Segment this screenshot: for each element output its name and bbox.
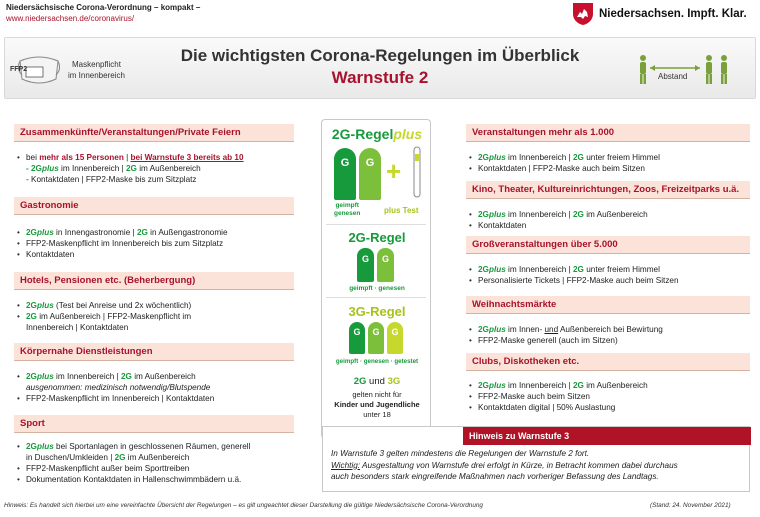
section-heading-culture: Kino, Theater, Kultureinrichtungen, Zoos, Freizeitparks u.ä. <box>466 181 750 199</box>
footer-note: Hinweis: Es handelt sich hierbei um eine vereinfachte Übersicht der Regelungen – es gilt ungeachtet dieser Darstellung die gültige Niedersächsische Corona-Verordnung <box>4 502 483 509</box>
mask-label-line1: Maskenpflicht <box>72 60 121 69</box>
plus-test-label: plus Test <box>384 206 419 215</box>
vaccinated-figure: G <box>357 248 374 282</box>
2g-plus-figures <box>334 148 381 200</box>
tested-figure: G <box>387 322 403 354</box>
section-heading-large-events: Großveranstaltungen über 5.000 <box>466 236 750 254</box>
section-christmas-markets: • 2Gplus im Innen- und Außenbereich bei Bewirtung • FFP2-Maske generell (auch im Sitzen) <box>468 324 758 346</box>
2g-title: 2G-Regel <box>348 230 406 245</box>
mask-label-line2: im Innenbereich <box>68 71 125 80</box>
mask-code: FFP2 <box>10 66 28 73</box>
section-gatherings: • bei mehr als 15 Personen | bei Warnstufe 3 bereits ab 10 - 2Gplus im Innenbereich | 2G im Außenbereich - Kontaktdaten | FFP2-Maske bis zum Sitzplatz <box>16 152 316 185</box>
test-kit-icon <box>412 146 422 198</box>
2g-figures <box>357 248 394 282</box>
2g-plus-title: 2G-Regelplus <box>331 126 423 142</box>
section-sport: • 2Gplus bei Sportanlagen in geschlossenen Räumen, generell in Duschen/Umkleiden | 2G im Außenbereich • FFP2-Maskenpflicht außer beim Sporttreiben • Dokumentation Kontaktdaten in Hallenschwimmbädern u.ä. <box>16 441 316 485</box>
section-heading-gatherings: Zusammenkünfte/Veranstaltungen/Private Feiern <box>14 124 294 142</box>
2g-plus-caption: geimpft genesen <box>334 202 361 217</box>
footer-date: (Stand: 24. November 2021) <box>650 502 731 509</box>
2g-caption: geimpft · genesen <box>349 285 405 292</box>
distance-label: Abstand <box>658 72 688 81</box>
section-heading-clubs: Clubs, Diskotheken etc. <box>466 353 750 371</box>
section-events-1000: • 2Gplus im Innenbereich | 2G unter freiem Himmel • Kontaktdaten | FFP2-Maske auch beim Sitzen <box>468 152 758 174</box>
section-body-services: • 2Gplus im Innenbereich | 2G im Außenbereich ausgenommen: medizinisch notwendig/Blutspende • FFP2-Maskenpflicht im Innenbereich | Kontaktdaten <box>16 371 316 404</box>
section-heading-hotels: Hotels, Pensionen etc. (Beherbergung) <box>14 272 294 290</box>
warning-text: In Warnstufe 3 gelten mindestens die Regelungen der Warnstufe 2 fort. Wichtig: Ausgestaltung von Warnstufe drei erfolgt in Kürze, in Betracht kommen dabei durchaus auch besonders stark eingreifende Maßnahmen nach vorheriger Befassung des Landtags. <box>331 449 678 481</box>
children-note-title: 2G und 3G <box>353 376 401 387</box>
divider <box>326 297 426 298</box>
section-culture: • 2Gplus im Innenbereich | 2G im Außenbereich • Kontaktdaten <box>468 209 758 231</box>
section-heading-events-1000: Veranstaltungen mehr als 1.000 <box>466 124 750 142</box>
divider <box>326 224 426 225</box>
section-hotels: • 2Gplus (Test bei Anreise und 2x wöchentlich) • 2G im Außenbereich | FFP2-Maskenpflicht im Innenbereich | Kontaktdaten <box>16 300 316 333</box>
3g-figures <box>349 322 403 354</box>
3g-title: 3G-Regel <box>348 304 406 319</box>
section-gastronomy: • 2Gplus in Innengastronomie | 2G in Außengastronomie • FFP2-Maskenpflicht im Innenbereich bis zum Sitzplatz • Kontaktdaten <box>16 227 316 260</box>
warning-level-3-box <box>322 426 750 492</box>
niedersachsen-logo <box>572 2 747 26</box>
children-note: gelten nicht für Kinder und Jugendliche unter 18 <box>334 390 420 419</box>
coat-of-arms-icon <box>572 2 594 26</box>
plus-icon: + <box>386 156 402 186</box>
section-heading-gastronomy: Gastronomie <box>14 197 294 215</box>
mask-label <box>68 59 125 81</box>
page-title: Die wichtigsten Corona-Regelungen im Überblick <box>180 46 580 65</box>
recovered-figure: G <box>377 248 394 282</box>
section-heading-sport: Sport <box>14 415 294 433</box>
section-clubs: • 2Gplus im Innenbereich | 2G im Außenbereich • FFP2-Maske auch beim Sitzen • Kontaktdaten digital | 50% Auslastung <box>468 380 758 413</box>
document-title: Niedersächsische Corona-Verordnung – kompakt – <box>6 3 201 12</box>
website-link[interactable]: www.niedersachsen.de/coronavirus/ <box>6 14 135 23</box>
vaccinated-figure: G <box>349 322 365 354</box>
rules-panel <box>321 119 431 439</box>
section-heading-body-services: Körpernahe Dienstleistungen <box>14 343 294 361</box>
recovered-figure: G <box>368 322 384 354</box>
section-large-events: • 2Gplus im Innenbereich | 2G unter freiem Himmel • Personalisierte Tickets | FFP2-Maske auch beim Sitzen <box>468 264 758 286</box>
logo-text: Niedersachsen. Impft. Klar. <box>599 8 747 20</box>
section-heading-christmas-markets: Weihnachtsmärkte <box>466 296 750 314</box>
warning-heading: Hinweis zu Warnstufe 3 <box>463 427 751 445</box>
3g-caption: geimpft · genesen · getestet <box>335 358 419 365</box>
page-subtitle: Warnstufe 2 <box>331 68 429 87</box>
recovered-figure: G <box>359 148 381 200</box>
vaccinated-figure: G <box>334 148 356 200</box>
